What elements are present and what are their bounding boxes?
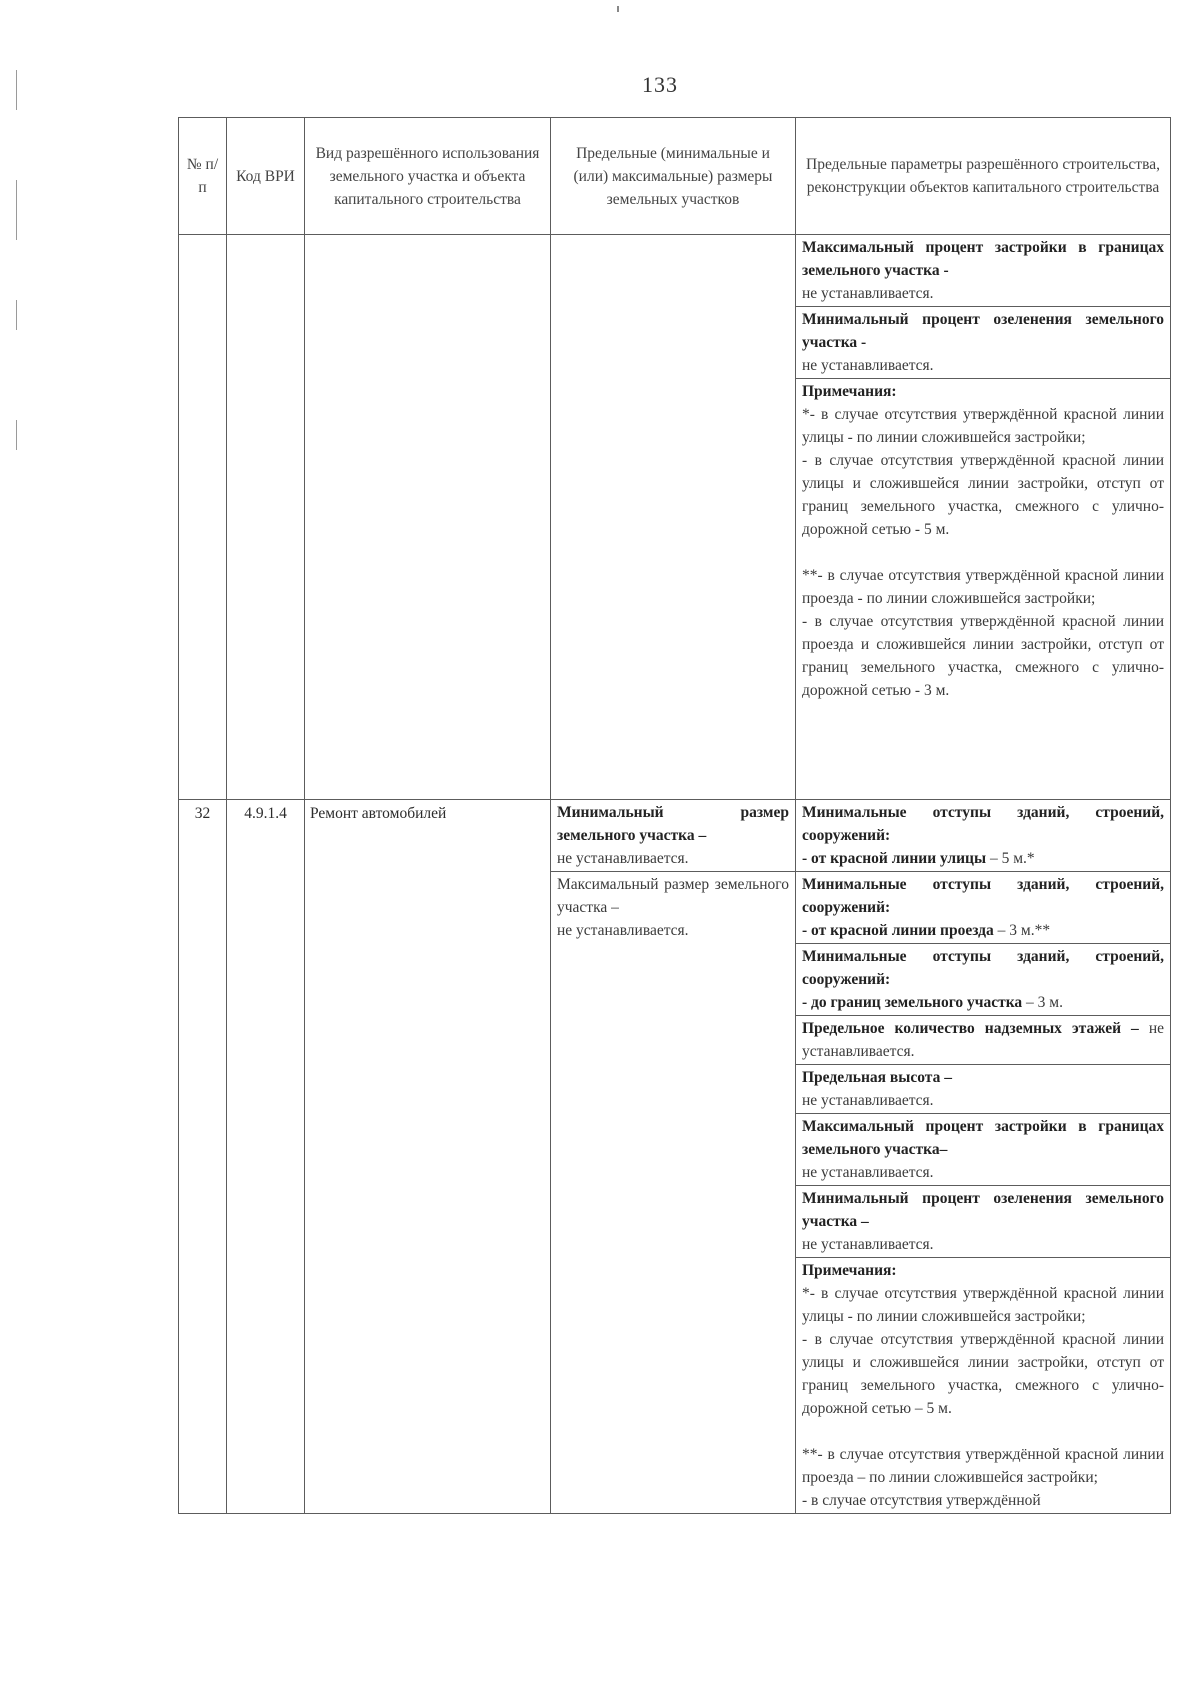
param-label: Минимальный процент озеленения земельного участка – xyxy=(802,1190,1164,1230)
scan-margin-mark xyxy=(16,420,17,450)
param-value: не устанавливается. xyxy=(802,357,934,374)
scan-margin-mark xyxy=(16,300,17,330)
param-value: не устанавливается. xyxy=(802,1164,934,1181)
table-row-continued xyxy=(179,235,1171,800)
param-label: - от красной линии проезда xyxy=(802,922,994,939)
column-header-num: № п/п xyxy=(179,118,227,235)
notes-title: Примечания: xyxy=(802,1262,897,1279)
param-block-min-greenery xyxy=(796,1186,1170,1258)
param-label: Минимальные отступы зданий, строений, сооружений: xyxy=(802,804,1164,844)
cell-params xyxy=(796,235,1171,800)
param-value: – 3 м.** xyxy=(993,922,1051,939)
cell-plot-size xyxy=(551,800,796,1514)
param-value: не устанавливается. xyxy=(802,1092,934,1109)
param-block-height xyxy=(796,1065,1170,1114)
note-item: **- в случае отсутствия утверждённой красной линии проезда - по линии сложившейся застройки; xyxy=(802,567,1164,607)
param-label: - от красной линии улицы xyxy=(802,850,987,867)
column-header-code: Код ВРИ xyxy=(227,118,305,235)
param-label: Минимальные отступы зданий, строений, сооружений: xyxy=(802,948,1164,988)
note-item: **- в случае отсутствия утверждённой красной линии проезда – по линии сложившейся застройки; xyxy=(802,1446,1164,1486)
note-item: - в случае отсутствия утверждённой красной линии улицы и сложившейся линии застройки, отступ от границ земельного участка, смежного с улично-дорожной сетью - 5 м. xyxy=(802,452,1164,538)
cell-row-number: 32 xyxy=(179,800,227,1514)
scan-artifact-dot xyxy=(617,6,619,12)
column-header-use-kind: Вид разрешённого использования земельного участка и объекта капитального строительства xyxy=(305,118,551,235)
param-value: не устанавливается. xyxy=(802,1236,934,1253)
regulations-table xyxy=(178,117,1171,1514)
plot-size-min-label: Минимальный размер земельного участка – xyxy=(557,804,789,844)
param-block-floors xyxy=(796,1016,1170,1065)
param-label: Минимальные отступы зданий, строений, сооружений: xyxy=(802,876,1164,916)
plot-size-max-label: Максимальный размер земельного участка – xyxy=(557,876,789,916)
table-header-row xyxy=(179,118,1171,235)
cell-num-empty xyxy=(179,235,227,800)
notes-title: Примечания: xyxy=(802,383,897,400)
param-label: Предельная высота – xyxy=(802,1069,952,1086)
plot-size-min-value: не устанавливается. xyxy=(557,850,689,867)
cell-plot-size-empty xyxy=(551,235,796,800)
param-block-setback-street xyxy=(796,800,1170,872)
cell-vri-code: 4.9.1.4 xyxy=(227,800,305,1514)
param-block-max-coverage xyxy=(796,235,1170,307)
note-item: - в случае отсутствия утверждённой красной линии проезда и сложившейся линии застройки, отступ от границ земельного участка, смежного с улично-дорожной сетью - 3 м. xyxy=(802,613,1164,699)
param-value: не устанавливается. xyxy=(802,285,934,302)
table-row-32 xyxy=(179,800,1171,1514)
note-item: *- в случае отсутствия утверждённой красной линии улицы - по линии сложившейся застройки; xyxy=(802,1285,1164,1325)
column-header-params: Предельные параметры разрешённого строительства, реконструкции объектов капитального строительства xyxy=(796,118,1171,235)
cell-code-empty xyxy=(227,235,305,800)
param-value: не устанавливается. xyxy=(802,1020,1164,1060)
param-label: Максимальный процент застройки в границах земельного участка - xyxy=(802,239,1164,279)
cell-params xyxy=(796,800,1171,1514)
column-header-plot-size: Предельные (минимальные и (или) максимальные) размеры земельных участков xyxy=(551,118,796,235)
page-number: 133 xyxy=(642,72,678,97)
param-label: - до границ земельного участка xyxy=(802,994,1023,1011)
plot-size-max-value: не устанавливается. xyxy=(557,922,689,939)
scan-margin-mark xyxy=(16,180,17,240)
param-block-min-greenery xyxy=(796,307,1170,379)
cell-use-kind-empty xyxy=(305,235,551,800)
notes-block xyxy=(796,379,1170,703)
param-label: Предельное количество надземных этажей – xyxy=(802,1020,1139,1037)
param-block-max-coverage xyxy=(796,1114,1170,1186)
cell-use-kind: Ремонт автомобилей xyxy=(305,800,551,1514)
param-label: Минимальный процент озеленения земельного участка - xyxy=(802,311,1164,351)
param-label: Максимальный процент застройки в границах земельного участка– xyxy=(802,1118,1164,1158)
param-block-setback-passage xyxy=(796,872,1170,944)
plot-size-max xyxy=(551,872,795,943)
notes-block xyxy=(796,1258,1170,1513)
plot-size-min xyxy=(551,800,795,872)
param-value: – 5 м.* xyxy=(986,850,1035,867)
param-block-setback-boundary xyxy=(796,944,1170,1016)
note-item: - в случае отсутствия утверждённой xyxy=(802,1492,1041,1509)
param-value: – 3 м. xyxy=(1022,994,1063,1011)
note-item: - в случае отсутствия утверждённой красной линии улицы и сложившейся линии застройки, отступ от границ земельного участка, смежного с улично-дорожной сетью – 5 м. xyxy=(802,1331,1164,1417)
note-item: *- в случае отсутствия утверждённой красной линии улицы - по линии сложившейся застройки; xyxy=(802,406,1164,446)
